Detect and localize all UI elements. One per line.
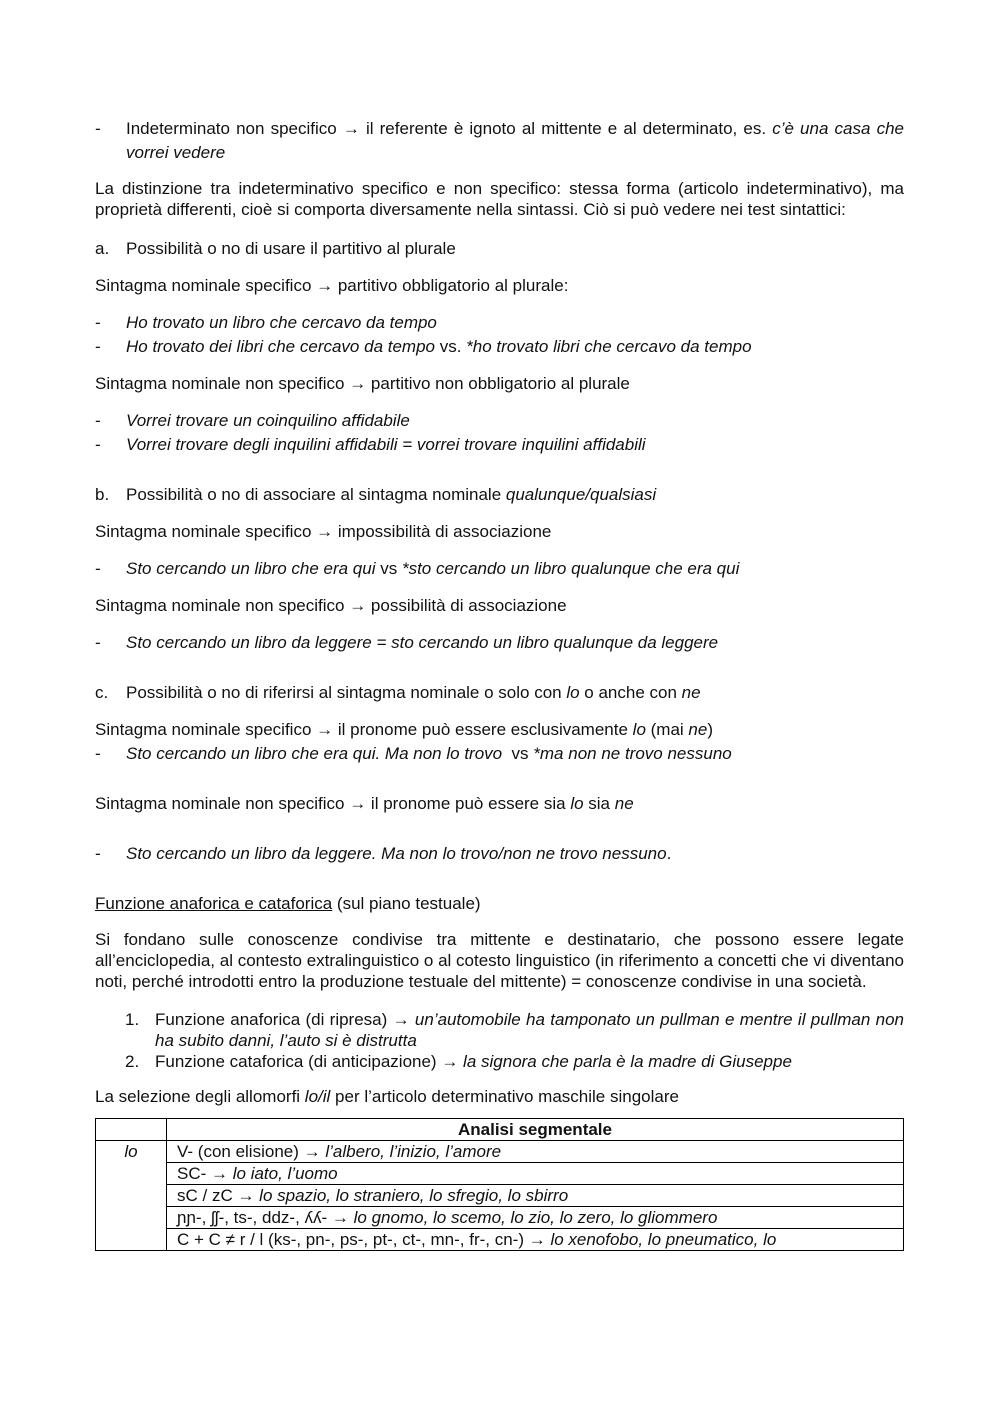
example-text: Vorrei trovare degli inquilini affidabili = vorrei trovare inquilini affidabili [126,435,646,454]
table-cell: sC / zC → lo spazio, lo straniero, lo sfregio, lo sbirro [167,1185,904,1207]
ungrammatical-example: *ma non ne trovo nessuno [533,744,732,763]
list-item-cataphoric: 2. Funzione cataforica (di anticipazione) → la signora che parla è la madre di Giuseppe [125,1052,792,1071]
test-a-specific-heading: Sintagma nominale specifico → partitivo obbligatorio al plurale: [95,276,569,295]
list-item: - Sto cercando un libro da leggere = sto cercando un libro qualunque da leggere [95,631,904,655]
table-header-row [96,1119,904,1141]
test-b-heading: b. Possibilità o no di associare al sintagma nominale qualunque/qualsiasi [95,483,904,507]
list-item: - Vorrei trovare degli inquilini affidabili = vorrei trovare inquilini affidabili [95,433,904,457]
test-a-marker: a. [95,239,110,258]
example-text: Sto cercando un libro che era qui [126,559,376,578]
item-text: Indeterminato non specifico → il referente è ignoto al mittente e al determinato, es. [126,119,773,138]
test-c-specific-heading: Sintagma nominale specifico → il pronome può essere esclusivamente lo (mai ne) [95,720,713,739]
table-row-label: lo [96,1141,167,1251]
test-b-nonspecific-heading: Sintagma nominale non specifico → possibilità di associazione [95,596,567,615]
dash-marker: - [95,119,101,138]
list-item: - Sto cercando un libro che era qui vs *sto cercando un libro qualunque che era qui [95,559,740,578]
example-text: un’automobile ha tamponato un pullman e mentre il pullman non ha subito danni, l’auto si è distrutta [155,1010,904,1050]
table-header: Analisi segmentale [167,1119,904,1141]
function-list [95,1009,904,1072]
list-item-anaphoric: 1. Funzione anaforica (di ripresa) → un’automobile ha tamponato un pullman e mentre il pullman non ha subito danni, l’auto si è distrutta [125,1010,904,1050]
distinction-paragraph: La distinzione tra indeterminativo specifico e non specifico: stessa forma (articolo indeterminativo), ma proprietà differenti, cioè si comporta diversamente nella sintassi. Ciò si può vedere nei test sintattici: [95,179,904,219]
table-empty-cell [96,1119,167,1141]
table-row [96,1141,904,1163]
table-cell: C + C ≠ r / l (ks-, pn-, ps-, pt-, ct-, mn-, fr-, cn-) → lo xenofobo, lo pneumatico, lo [167,1229,904,1251]
allomorph-intro: La selezione degli allomorfi lo/il per l’articolo determinativo maschile singolare [95,1087,679,1106]
example-text: Ho trovato un libro che cercavo da tempo [126,313,437,332]
segmental-analysis-table [95,1118,904,1251]
example-text: Sto cercando un libro da leggere = sto cercando un libro qualunque da leggere [126,633,719,652]
section-title: Funzione anaforica e cataforica (sul piano testuale) [95,894,481,913]
table-cell: ɲɲ-, ʃʃ-, ts-, ddz-, ʎʎ- → lo gnomo, lo scemo, lo zio, lo zero, lo gliommero [167,1207,904,1229]
table-row [96,1163,904,1185]
table-row [96,1185,904,1207]
example-text: Vorrei trovare un coinquilino affidabile [126,411,410,430]
test-b-marker: b. [95,485,110,504]
test-a-nonspecific-heading: Sintagma nominale non specifico → partitivo non obbligatorio al plurale [95,374,630,393]
function-paragraph: Si fondano sulle conoscenze condivise tra mittente e destinatario, che possono essere legate all’enciclopedia, al contesto extralinguistico o al cotesto linguistico (in riferimento a concetti che vi diventano noti, perché introdotti entro la produzione testuale del mittente) = conoscenze condivise in una società. [95,930,904,991]
example-text: Ho trovato dei libri che cercavo da tempo [126,337,435,356]
list-item: - Vorrei trovare un coinquilino affidabile [95,409,904,433]
example-text: la signora che parla è la madre di Giuseppe [463,1052,792,1071]
ungrammatical-example: *ho trovato libri che cercavo da tempo [466,337,752,356]
example-text: Sto cercando un libro che era qui. Ma non lo trovo [126,744,503,763]
list-item: - Sto cercando un libro da leggere. Ma non lo trovo/non ne trovo nessuno. [95,844,672,863]
list-item-indeterminate-nonspecific [95,117,904,165]
list-item: - Ho trovato un libro che cercavo da tempo [95,311,904,335]
table-cell: SC- → lo iato, l’uomo [167,1163,904,1185]
list-item: - Sto cercando un libro che era qui. Ma non lo trovo vs *ma non ne trovo nessuno [95,744,732,763]
test-a-heading [95,237,904,261]
table-row [96,1207,904,1229]
table-row [96,1229,904,1251]
ungrammatical-example: *sto cercando un libro qualunque che era qui [401,559,740,578]
test-c-marker: c. [95,683,109,702]
test-c-heading: c. Possibilità o no di riferirsi al sintagma nominale o solo con lo o anche con ne [95,681,904,705]
section-title-underlined: Funzione anaforica e cataforica [95,894,333,913]
list-item: - Ho trovato dei libri che cercavo da tempo vs. *ho trovato libri che cercavo da tempo [95,337,752,356]
item-example: c’è una casa che vorrei vedere [126,119,904,162]
document-page [95,117,904,1251]
test-a-text: Possibilità o no di usare il partitivo al plurale [126,239,456,258]
example-text: Sto cercando un libro da leggere. Ma non lo trovo/non ne trovo nessuno [126,844,667,863]
test-b-specific-heading: Sintagma nominale specifico → impossibilità di associazione [95,522,552,541]
table-cell: V- (con elisione) → l’albero, l’inizio, l’amore [167,1141,904,1163]
test-c-nonspecific-heading: Sintagma nominale non specifico → il pronome può essere sia lo sia ne [95,794,634,813]
